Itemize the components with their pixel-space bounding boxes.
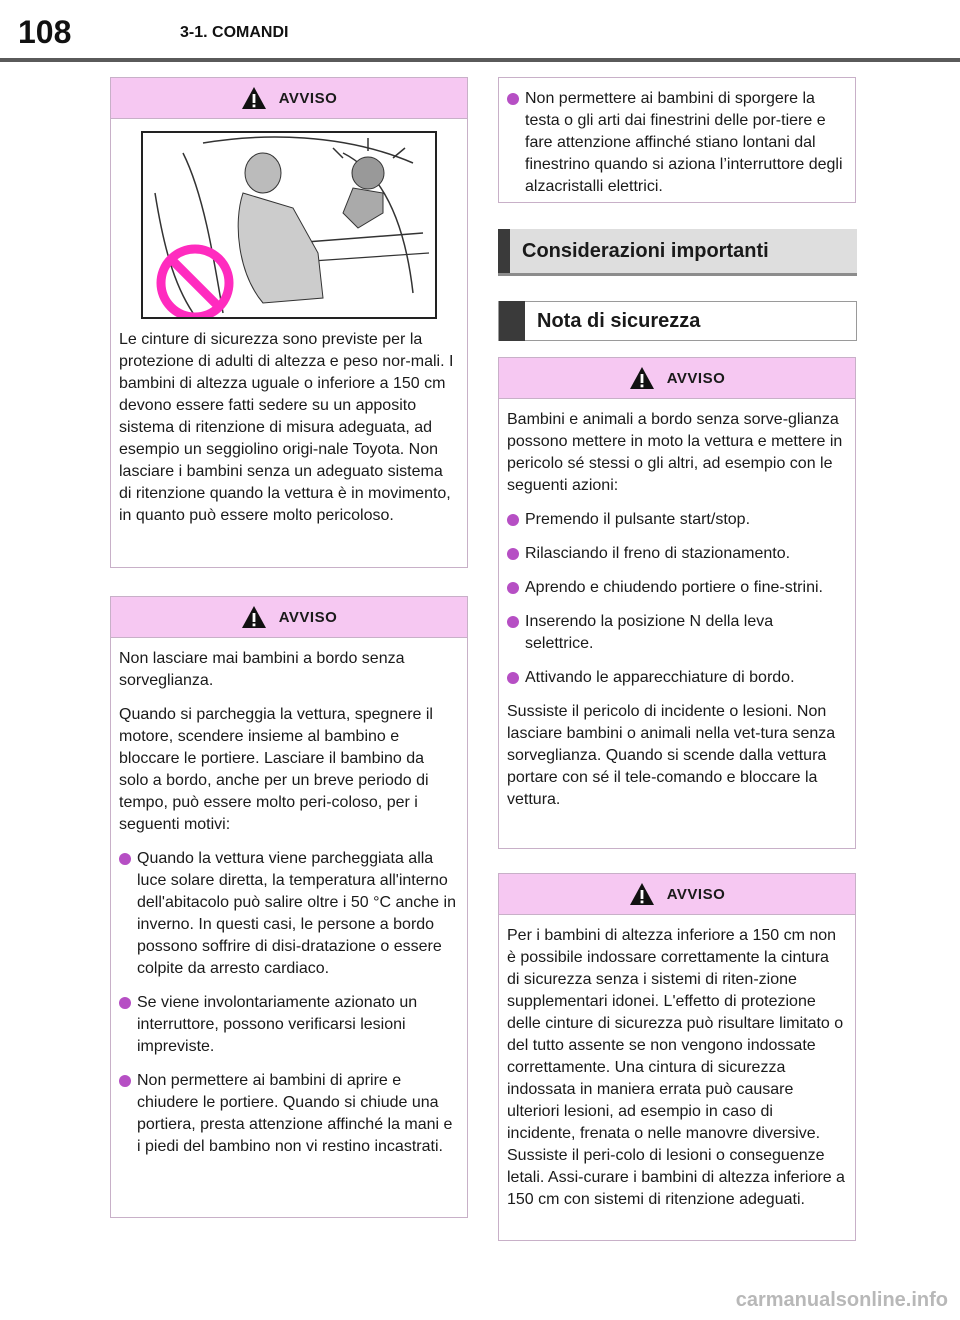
warning-label: AVVISO: [666, 885, 726, 903]
list-item-text: Aprendo e chiudendo portiere o fine-strini.: [525, 579, 823, 596]
paragraph: Bambini e animali a bordo senza sorve-glianza possono mettere in moto la vettura e mettere in pericolo sé stessi o gli altri, ad esempio con le seguenti azioni:: [507, 411, 843, 494]
continued-warning-box: [498, 77, 856, 203]
list-item: [507, 611, 845, 655]
warning-body: [499, 915, 855, 1223]
list-item: [119, 1070, 457, 1158]
heading-bar: [498, 229, 510, 273]
section-heading: [498, 229, 857, 276]
paragraph: Non lasciare mai bambini a bordo senza sorveglianza.: [119, 650, 405, 689]
list-item: [507, 577, 845, 599]
bullet-icon: [507, 93, 519, 105]
list-item-text: Premendo il pulsante start/stop.: [525, 511, 751, 528]
bullet-icon: [119, 1075, 131, 1087]
warning-triangle-icon: [629, 882, 655, 906]
warning-text: Per i bambini di altezza inferiore a 150 cm non è possibile indossare correttamente la cintura di sicurezza senza i sistemi di riten-zione supplementari idonei. L'effetto di protezione delle cinture di sicurezza può risultare limitato o del tutto assente se non vengono indossate correttamente. Una cintura di sicurezza indossata in maniera errata può causare ulteriori lesioni, ad esempio in caso di incidente, frenata o nelle manovre diversive. Sussiste il peri-colo di lesioni o conseguenze letali. Assi-curare i bambini di altezza inferiore a 150 cm con sistemi di ritenzione adeguati.: [507, 927, 845, 1208]
list-item-text: Non permettere ai bambini di sporgere la testa o gli arti dai finestrini delle por-tiere e fare attenzione affinché stiano lontani dal finestrino quando si aziona l’interruttore degli alzacristalli elettrici.: [525, 90, 843, 195]
paragraph: Sussiste il pericolo di incidente o lesioni. Non lasciare bambini o animali nella vet-tura senza sorveglianza. Quando si scende dalla vettura portare con sé il tele-comando e bloccare la vettura.: [507, 703, 836, 808]
list-item: [507, 88, 845, 198]
list-item: [507, 667, 845, 689]
warning-box-unattended-start: [498, 357, 856, 849]
warning-header: [111, 78, 467, 119]
list-item-text: Attivando le apparecchiature di bordo.: [525, 669, 795, 686]
list-item: [507, 543, 845, 565]
list-item-text: Rilasciando il freno di stazionamento.: [525, 545, 791, 562]
list-item: [119, 848, 457, 980]
warning-label: AVVISO: [278, 608, 338, 626]
car-interior-drawing: [143, 133, 435, 317]
bullet-icon: [507, 672, 519, 684]
bullet-icon: [507, 582, 519, 594]
warning-box-child-height: [498, 873, 856, 1241]
warning-body: [111, 638, 467, 1170]
right-column: [498, 77, 856, 1241]
warning-triangle-icon: [629, 366, 655, 390]
list-item: [119, 992, 457, 1058]
list-item-text: Inserendo la posizione N della leva selettrice.: [525, 613, 774, 652]
section-title: 3-1. COMANDI: [180, 24, 289, 41]
subsection-heading: [498, 301, 857, 341]
warning-body: [499, 399, 855, 823]
warning-header: [499, 358, 855, 399]
warning-box-unattended-children: [110, 596, 468, 1218]
warning-box-seatbelt: [110, 77, 468, 568]
warning-header: [499, 874, 855, 915]
heading-block: [499, 301, 525, 341]
prohibition-icon: [161, 249, 229, 317]
page-number: 108: [18, 14, 72, 50]
warning-label: AVVISO: [666, 369, 726, 387]
subsection-heading-text: Nota di sicurezza: [537, 309, 701, 332]
section-heading-text: Considerazioni importanti: [522, 239, 769, 262]
list-item-text: Se viene involontariamente azionato un interruttore, possono verificarsi lesioni impreviste.: [137, 994, 418, 1055]
warning-header: [111, 597, 467, 638]
bullet-icon: [507, 548, 519, 560]
warning-body: [499, 78, 855, 210]
warning-triangle-icon: [241, 605, 267, 629]
bullet-icon: [507, 514, 519, 526]
warning-label: AVVISO: [278, 89, 338, 107]
warning-triangle-icon: [241, 86, 267, 110]
bullet-icon: [119, 853, 131, 865]
warning-text: Le cinture di sicurezza sono previste per la protezione di adulti di altezza e peso nor-mali. I bambini di altezza uguale o inferiore a 150 cm devono essere fatti sedere su un apposito sistema di ritenzione di misura adeguata, ad esempio un seggiolino origi-nale Toyota. Non lasciare i bambini senza un adeguato sistema di ritenzione quando la vettura è in movimento, in quanto può essere molto pericoloso.: [119, 331, 454, 524]
paragraph: Quando si parcheggia la vettura, spegnere il motore, scendere insieme al bambino e bloccare le portiere. Lasciare il bambino da solo a bordo, anche per un breve periodo di tempo, può essere molto peri-coloso, per i seguenti motivi:: [119, 706, 433, 833]
list-item: [507, 509, 845, 531]
watermark: carmanualsonline.info: [735, 1289, 948, 1311]
left-column: [110, 77, 468, 1218]
page-header: [0, 0, 960, 64]
bullet-icon: [119, 997, 131, 1009]
warning-body: [111, 329, 467, 539]
list-item-text: Non permettere ai bambini di aprire e chiudere le portiere. Quando si chiude una portiera, presta attenzione affinché la mani e i piedi del bambino non vi restino incastrati.: [137, 1072, 453, 1155]
header-rule: [0, 58, 960, 62]
bullet-icon: [507, 616, 519, 628]
child-airbag-illustration: [141, 131, 437, 319]
list-item-text: Quando la vettura viene parcheggiata alla luce solare diretta, la temperatura all'interno dell'abitacolo può salire oltre i 50 °C anche in inverno. In questi casi, le persone a bordo possono soffrire di disi-dratazione o essere colpite da arresto cardiaco.: [137, 850, 456, 977]
